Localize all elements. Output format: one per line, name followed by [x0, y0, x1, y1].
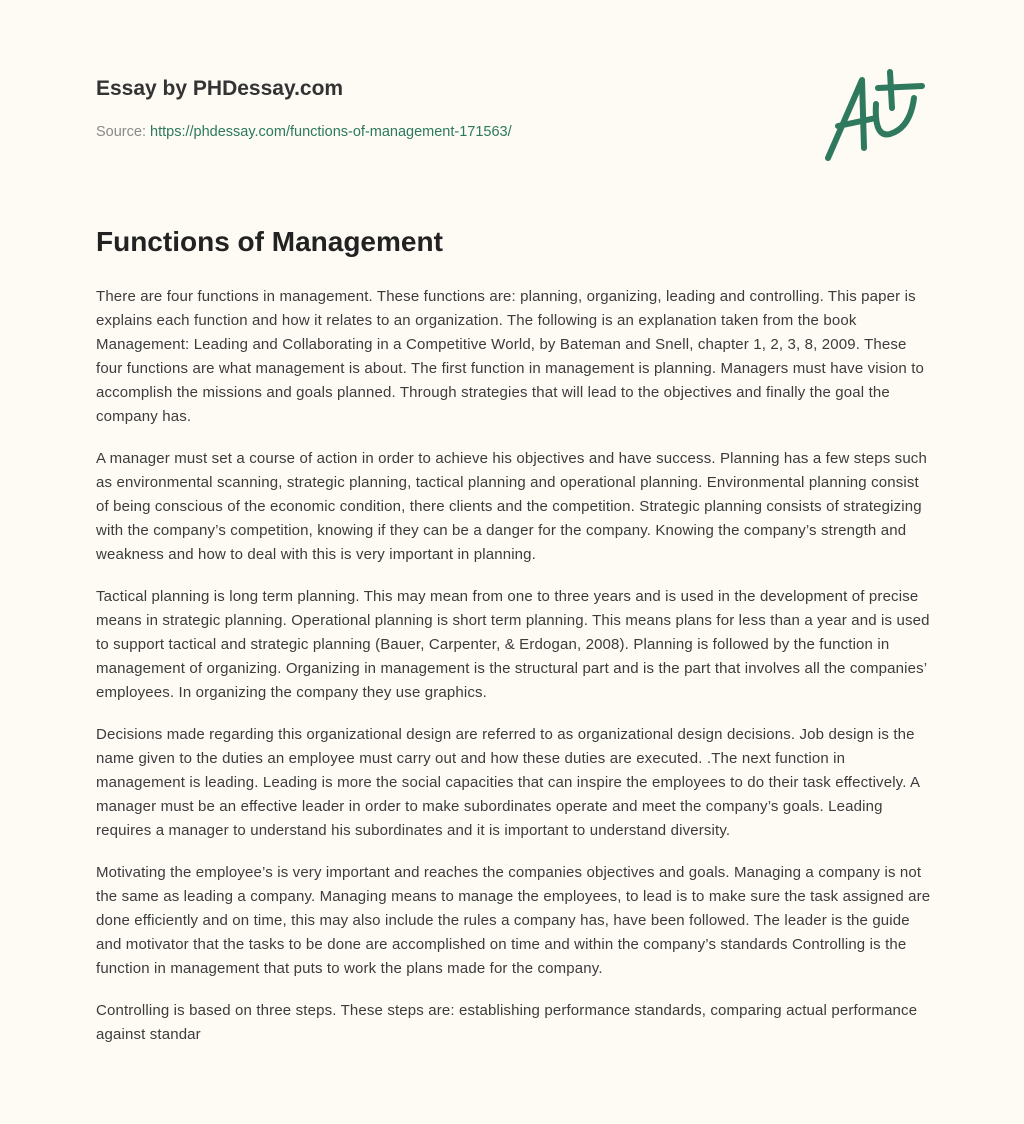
- source-link[interactable]: https://phdessay.com/functions-of-management-171563/: [150, 124, 512, 140]
- essay-paragraph: There are four functions in management. These functions are: planning, organizing, leading and controlling. This paper is explains each function and how it relates to an organization. The following is an explanation taken from the book Management: Leading and Collaborating in a Competitive World, by Bateman and Snell, chapter 1, 2, 3, 8, 2009. These four functions are what management is about. The first function in management is planning. Managers must have vision to accomplish the missions and goals planned. Through strategies that will lead to the objectives and finally the goal the company has.: [96, 288, 925, 425]
- essay-title: Functions of Management: [96, 226, 443, 257]
- essay-paragraph: Controlling is based on three steps. These steps are: establishing performance standards, comparing actual performance against standar: [96, 1002, 918, 1043]
- essay-paragraph: Motivating the employee’s is very important and reaches the companies objectives and goals. Managing a company is not the same as leading a company. Managing means to manage the employees, to lead is to make sure the task assigned are done efficiently and on time, this may also include the rules a company has, have been followed. The leader is the guide and motivator that the tasks to be done are accomplished on time and within the company’s standards Controlling is the function in management that puts to work the plans made for the company.: [96, 864, 931, 977]
- site-title: Essay by PHDessay.com: [96, 77, 344, 100]
- essay-paragraph: A manager must set a course of action in order to achieve his objectives and have success. Planning has a few steps such as environmental scanning, strategic planning, tactical planning and operational planning. Environmental planning consist of being conscious of the economic condition, there clients and the competition. Strategic planning consists of strategizing with the company’s competition, knowing if they can be a danger for the company. Knowing the company’s strength and weakness and how to deal with this is very important in planning.: [96, 450, 927, 563]
- essay-body: [96, 285, 932, 1065]
- a-plus-logo: [818, 68, 930, 166]
- essay-paragraph: Tactical planning is long term planning. This may mean from one to three years and is used in the development of precise means in strategic planning. Operational planning is short term planning. This means plans for less than a year and is used to support tactical and strategic planning (Bauer, Carpenter, & Erdogan, 2008). Planning is followed by the function in management of organizing. Organizing in management is the structural part and is the part that involves all the companies’ employees. In organizing the company they use graphics.: [96, 588, 930, 701]
- source-label: Source:: [96, 124, 146, 140]
- essay-paragraph: Decisions made regarding this organizational design are referred to as organizational design decisions. Job design is the name given to the duties an employee must carry out and how these duties are executed. .The next function in management is leading. Leading is more the social capacities that can inspire the employees to do their task effectively. A manager must be an effective leader in order to make subordinates operate and meet the company’s goals. Leading requires a manager to understand his subordinates and it is important to understand diversity.: [96, 726, 920, 839]
- source-line: [96, 124, 512, 140]
